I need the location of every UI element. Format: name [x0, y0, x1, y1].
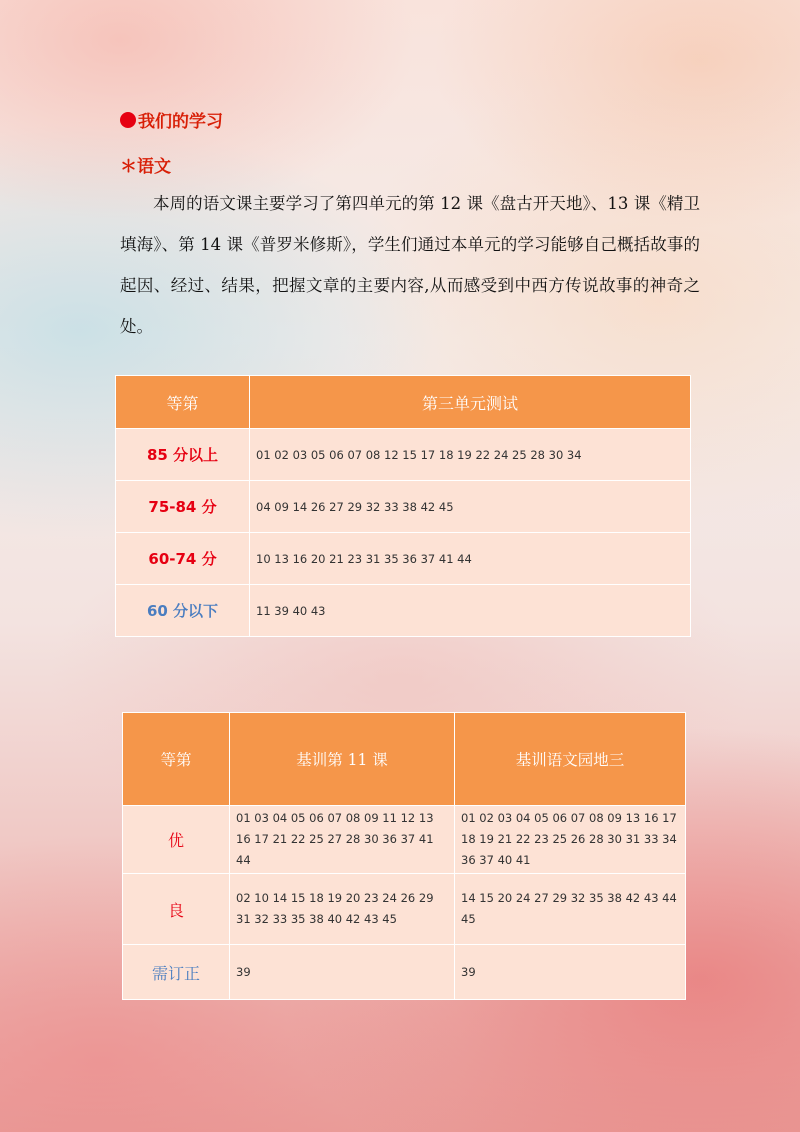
grade-cell: 需订正 — [123, 945, 230, 1000]
table-header-row — [123, 713, 686, 806]
student-list-cell: 02 10 14 15 18 19 20 23 24 26 29 31 32 33 35 38 40 42 43 45 — [230, 874, 455, 945]
table-row — [116, 481, 691, 533]
student-list-cell: 01 03 04 05 06 07 08 09 11 12 13 16 17 21 22 25 27 28 30 36 37 41 44 — [230, 806, 455, 874]
section-heading — [120, 107, 223, 132]
header-unit-test: 第三单元测试 — [250, 376, 691, 429]
student-list-cell: 10 13 16 20 21 23 31 35 36 37 41 44 — [250, 533, 691, 585]
table-row — [116, 585, 691, 637]
exercise-table — [122, 712, 686, 1000]
student-list-cell: 04 09 14 26 27 29 32 33 38 42 45 — [250, 481, 691, 533]
table-header-row — [116, 376, 691, 429]
grade-cell: 75-84 分 — [116, 481, 250, 533]
grade-cell: 优 — [123, 806, 230, 874]
student-list-cell: 01 02 03 04 05 06 07 08 09 13 16 17 18 19 21 22 23 25 26 28 30 31 33 34 36 37 40 41 — [455, 806, 686, 874]
header-grade: 等第 — [116, 376, 250, 429]
section-heading-text: 我们的学习 — [138, 112, 223, 132]
student-list-cell: 11 39 40 43 — [250, 585, 691, 637]
header-grade: 等第 — [123, 713, 230, 806]
header-lesson-11: 基训第 11 课 — [230, 713, 455, 806]
red-bullet-icon — [120, 112, 136, 128]
grade-cell: 60 分以下 — [116, 585, 250, 637]
grade-cell: 85 分以上 — [116, 429, 250, 481]
header-chinese-garden: 基训语文园地三 — [455, 713, 686, 806]
unit-test-table — [115, 375, 691, 637]
table-row — [123, 806, 686, 874]
student-list-cell: 01 02 03 05 06 07 08 12 15 17 18 19 22 24 25 28 30 34 — [250, 429, 691, 481]
table-row — [123, 945, 686, 1000]
grade-cell: 60-74 分 — [116, 533, 250, 585]
student-list-cell: 39 — [455, 945, 686, 1000]
student-list-cell: 39 — [230, 945, 455, 1000]
grade-cell: 良 — [123, 874, 230, 945]
summary-paragraph: 本周的语文课主要学习了第四单元的第 12 课《盘古开天地》、13 课《精卫填海》、第 14 课《普罗米修斯》，学生们通过本单元的学习能够自己概括故事的起因、经过、结果，把握文章的主要内容,从而感受到中西方传说故事的神奇之处。 — [120, 194, 700, 336]
student-list-cell: 14 15 20 24 27 29 32 35 38 42 43 44 45 — [455, 874, 686, 945]
table-row — [116, 533, 691, 585]
table-row — [123, 874, 686, 945]
table-row — [116, 429, 691, 481]
subject-heading: ＊语文 — [120, 157, 171, 177]
